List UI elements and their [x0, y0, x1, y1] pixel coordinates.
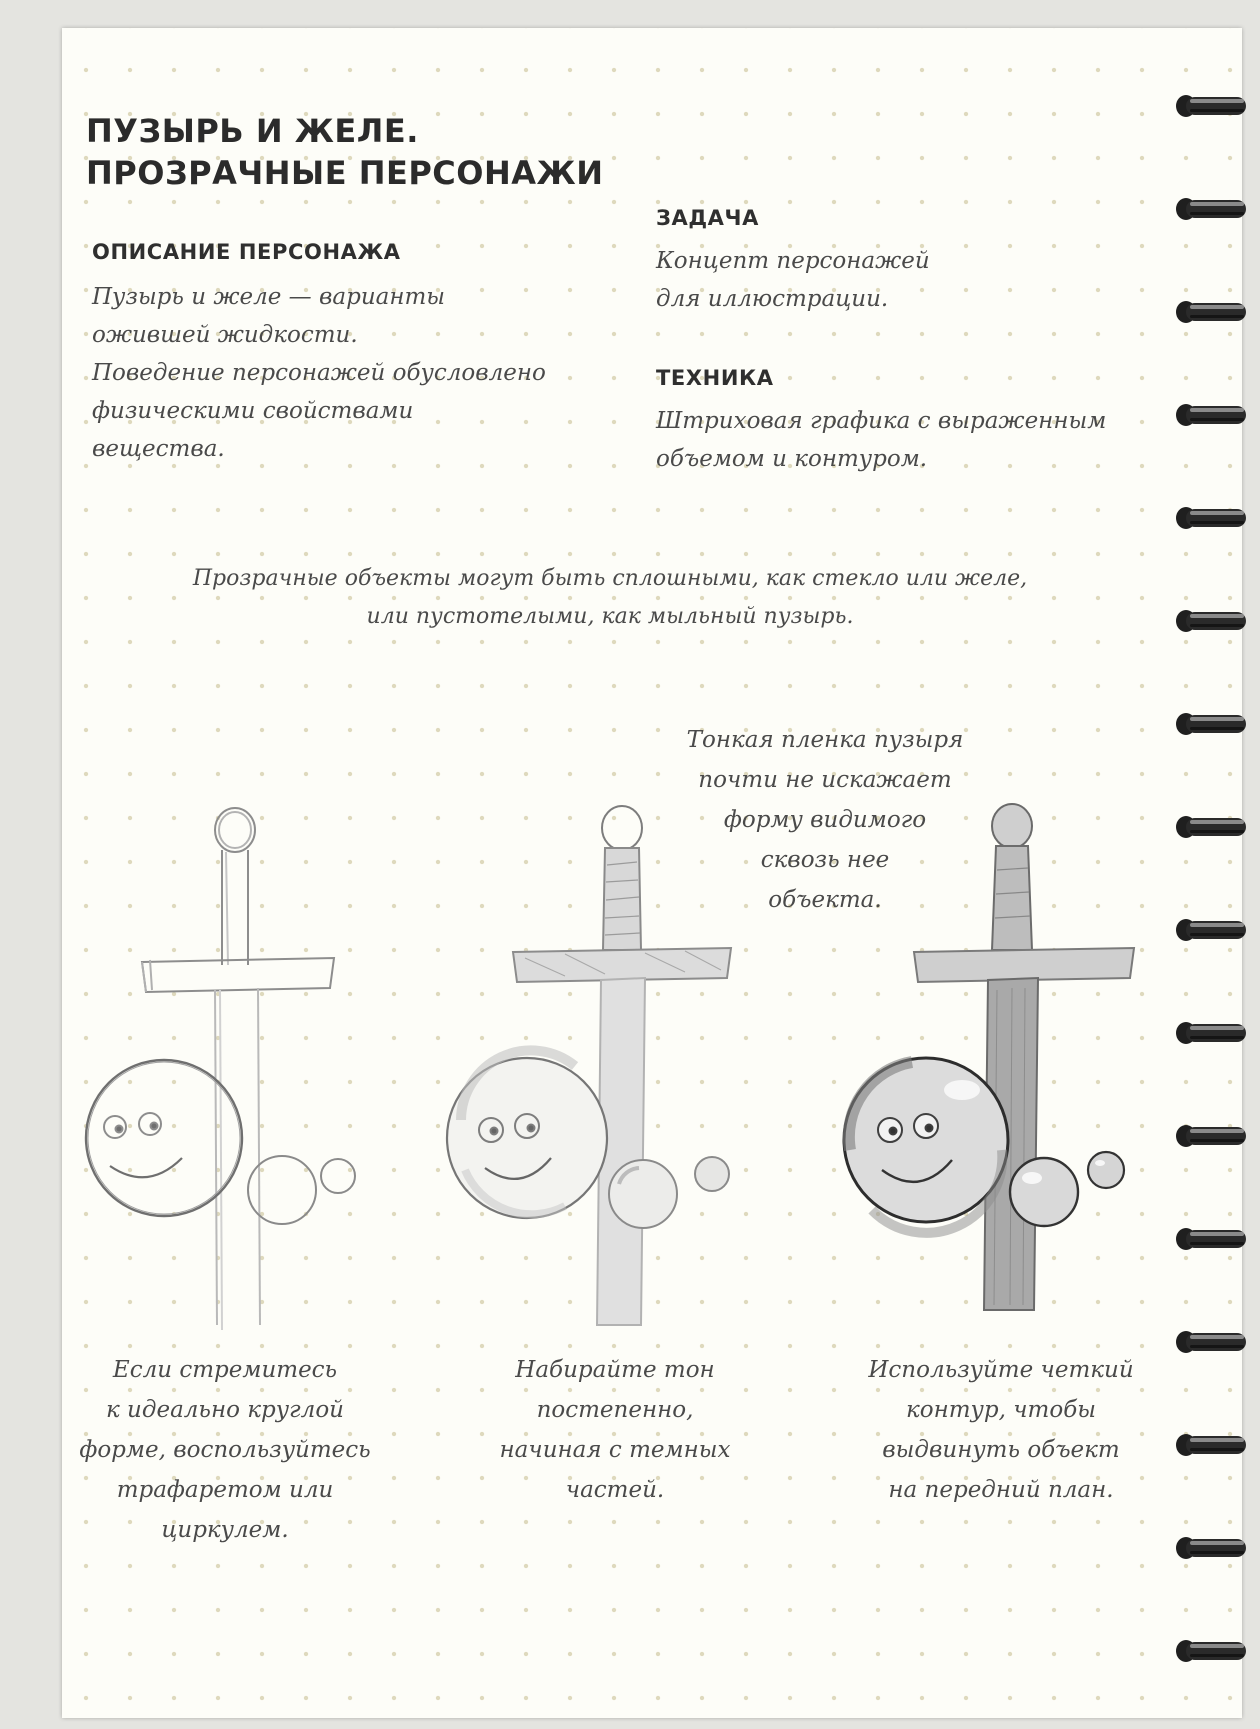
binding-ring	[1170, 294, 1260, 330]
sketch-outline-stage	[70, 790, 370, 1350]
text-line: Штриховая графика с выраженным	[656, 408, 1107, 434]
technique-heading: ТЕХНИКА	[656, 366, 774, 390]
binding-ring	[1170, 809, 1260, 845]
text-line: почти не искажает	[698, 767, 952, 793]
text-line: вещества.	[92, 436, 225, 462]
binding-ring	[1170, 1324, 1260, 1360]
task-heading: ЗАДАЧА	[656, 206, 759, 230]
text-line: частей.	[565, 1477, 665, 1503]
title-line: ПУЗЫРЬ И ЖЕЛЕ.	[86, 112, 419, 150]
binding-ring	[1170, 1221, 1260, 1257]
caption-contour	[856, 1350, 1146, 1510]
text-line: Концепт персонажей	[656, 248, 930, 274]
binding-ring	[1170, 1427, 1260, 1463]
text-line: Если стремитесь	[112, 1357, 338, 1383]
text-line: выдвинуть объект	[882, 1437, 1120, 1463]
caption-outline	[70, 1350, 380, 1550]
binding-ring	[1170, 912, 1260, 948]
text-line: для иллюстрации.	[656, 286, 889, 312]
sketch-tonal-stage	[455, 790, 755, 1350]
text-line: циркулем.	[161, 1517, 289, 1543]
text-line: Набирайте тон	[515, 1357, 715, 1383]
caption-tonal	[470, 1350, 760, 1510]
intro-text	[140, 560, 1080, 636]
binding-ring	[1170, 1118, 1260, 1154]
page-title	[86, 110, 603, 194]
binding-ring	[1170, 191, 1260, 227]
text-line: к идеально круглой	[106, 1397, 344, 1423]
binding-ring	[1170, 1530, 1260, 1566]
binding-ring	[1170, 1015, 1260, 1051]
task-text	[656, 242, 1176, 318]
description-heading: ОПИСАНИЕ ПЕРСОНАЖА	[92, 240, 401, 264]
text-line: или пустотелыми, как мыльный пузырь.	[366, 604, 854, 629]
text-line: Тонкая пленка пузыря	[686, 727, 964, 753]
binding-ring	[1170, 397, 1260, 433]
text-line: объемом и контуром.	[656, 446, 928, 472]
text-line: физическими свойствами	[92, 398, 414, 424]
text-line: сквозь нее	[760, 847, 890, 873]
binding-ring	[1170, 1633, 1260, 1669]
sketch-contour-stage	[842, 790, 1142, 1350]
text-line: ожившей жидкости.	[92, 322, 358, 348]
binding-ring	[1170, 706, 1260, 742]
text-line: начиная с темных	[499, 1437, 731, 1463]
title-line: ПРОЗРАЧНЫЕ ПЕРСОНАЖИ	[86, 154, 604, 192]
text-line: Прозрачные объекты могут быть сплошными, как стекло или желе,	[192, 566, 1028, 591]
text-line: Поведение персонажей обусловлено	[92, 360, 546, 386]
text-line: постепенно,	[536, 1397, 694, 1423]
text-line: объекта.	[768, 887, 882, 913]
text-line: на передний план.	[888, 1477, 1114, 1503]
binding-ring	[1170, 88, 1260, 124]
binding-ring	[1170, 603, 1260, 639]
text-line: Используйте четкий	[868, 1357, 1134, 1383]
text-line: Пузырь и желе — варианты	[92, 284, 446, 310]
text-line: контур, чтобы	[906, 1397, 1096, 1423]
text-line: форме, воспользуйтесь	[79, 1437, 371, 1463]
technique-text	[656, 402, 1156, 478]
binding-ring	[1170, 500, 1260, 536]
text-line: трафаретом или	[116, 1477, 334, 1503]
description-text	[92, 278, 612, 468]
text-line: форму видимого	[723, 807, 927, 833]
